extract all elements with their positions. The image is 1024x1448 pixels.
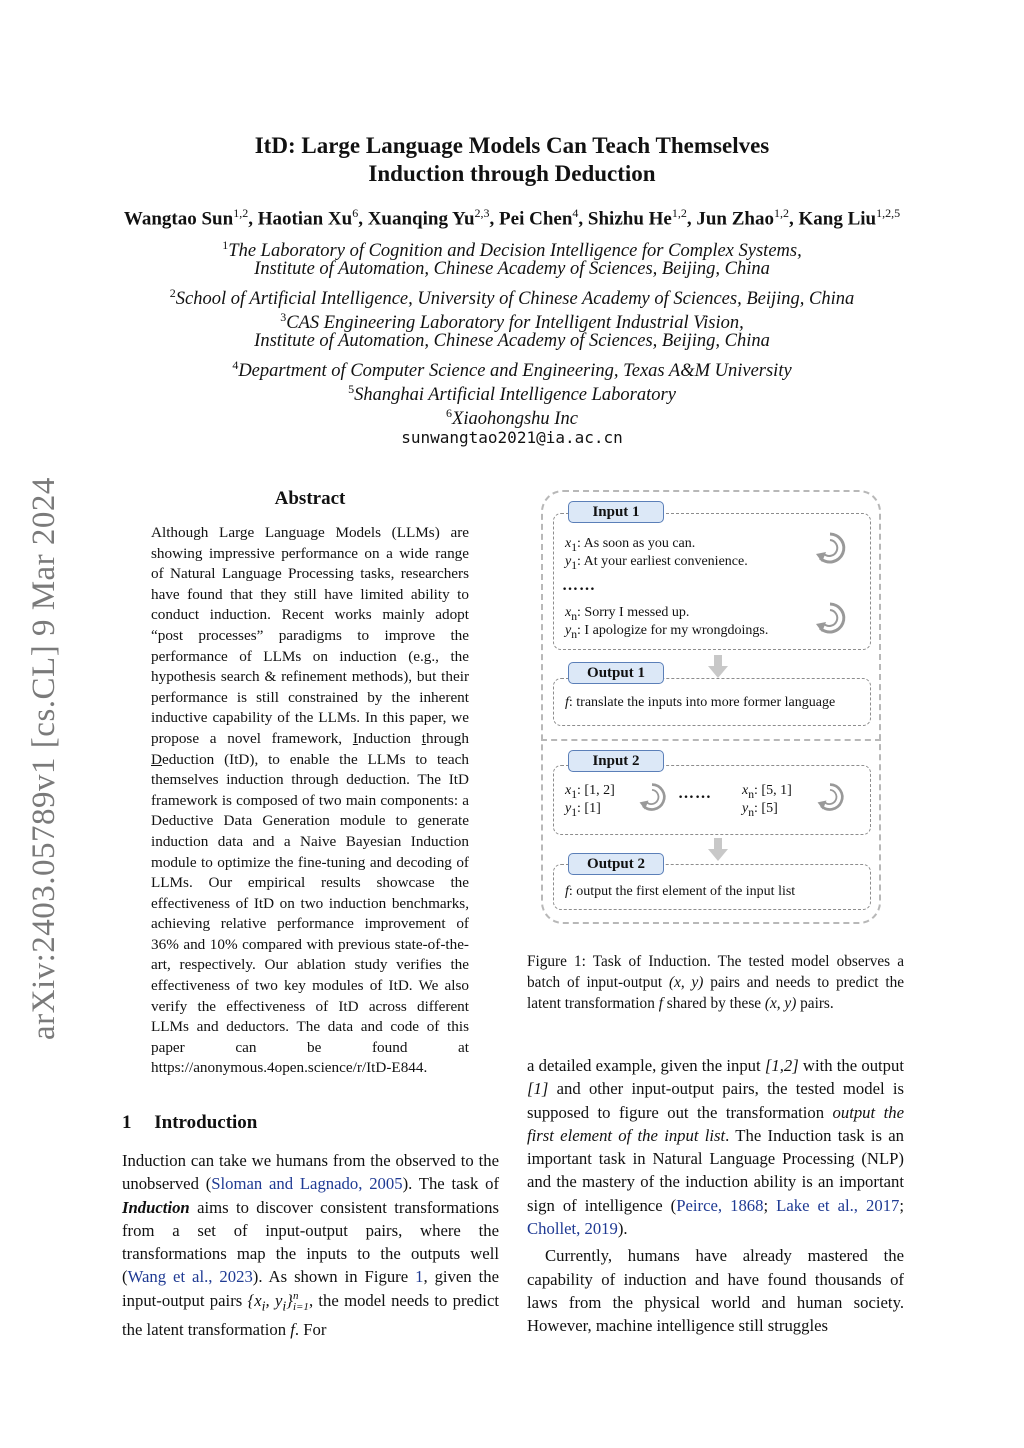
body-text: and other input-output pairs, the tested model is supposed to figure out the transformation (527, 1079, 904, 1122)
section-title: Introduction (154, 1112, 258, 1133)
math-sub: n (571, 609, 578, 623)
author-name: Jun Zhao (696, 208, 774, 230)
citation-sep: , (576, 1219, 585, 1239)
transform-arrow-icon (636, 781, 668, 813)
author-affil-sup: 4 (572, 206, 579, 220)
math-var: x (742, 783, 749, 798)
citation-author: Sloman and Lagnado (211, 1174, 359, 1194)
affiliation-sup: 5 (348, 382, 355, 396)
figure-1-caption (527, 952, 904, 1014)
abstract-body (151, 523, 469, 1079)
fig-text: : [1, 2] (577, 783, 615, 798)
author-name: Shizhu He (587, 208, 672, 230)
example-output: [1] (527, 1079, 549, 1099)
paper-title-line-1: ItD: Large Language Models Can Teach Themselves (254, 133, 770, 158)
intro-text: , the model needs to predict the latent transformation (122, 1290, 499, 1340)
affiliation-sup: 1 (222, 238, 229, 252)
math-text: } (286, 1290, 293, 1310)
caption-text: pairs and needs to predict the latent transformation (527, 973, 905, 1012)
example-transform: output the first element of the input list (527, 1102, 904, 1145)
math-var: f (290, 1320, 295, 1340)
underlined-initial: t (421, 729, 426, 747)
math-var: y (565, 801, 572, 816)
abstract-text: hrough (425, 729, 469, 747)
introduction-paragraph (122, 1149, 499, 1342)
abstract-text: Although Large Language Models (LLMs) are showing impressive performance on a wide range of Natural Language Processing tasks, researchers have found that they still have limited ability to conduct induction. Recent works mainly adopt “post processes” paradigms to improve the performance of LLMs on induction (e.g., the hypothesis search & refinement methods), but their performance is still constrained by the inherent inductive capability of the LLMs. In this paper, we propose a novel framework, (151, 524, 469, 747)
body-text: . The Induction task is an important task in Natural Language Processing (NLP) and the mastery of the induction ability is an important sign of intelligence ( (527, 1125, 905, 1215)
affiliation-text: CAS Engineering Laboratory for Intelligent Industrial Vision, (286, 313, 744, 334)
affiliation-sup: 2 (169, 286, 176, 300)
arxiv-sidebar-stamp: arXiv:2403.05789v1 [cs.CL] 9 Mar 2024 (26, 477, 62, 1040)
yn-line (565, 623, 768, 641)
math-var: x (565, 605, 572, 620)
math-pair: (x, y) (764, 994, 797, 1012)
abstract-heading: Abstract (274, 488, 346, 509)
author-affil-sup: 1,2 (671, 206, 687, 220)
affiliation-line (0, 329, 1024, 353)
intro-text: ). As shown in Figure (252, 1267, 416, 1287)
body-text: with the output (798, 1056, 905, 1075)
right-column-body (527, 1054, 904, 1338)
output-2-label: Output 2 (568, 853, 664, 875)
author-affil-sup: 2,3 (474, 206, 490, 220)
fig-text: : At your earliest convenience. (577, 554, 748, 569)
affiliation-text: The Laboratory of Cognition and Decision Intelligence for Complex Systems, (228, 241, 802, 262)
section-heading-introduction (122, 1112, 257, 1134)
citation-year: 2019 (584, 1219, 618, 1239)
math-var: y (742, 801, 749, 816)
author-name: Wangtao Sun (123, 208, 234, 230)
math-sub: 1 (571, 787, 578, 801)
affiliation-sup: 6 (446, 406, 453, 420)
fig-text: : [5, 1] (754, 783, 792, 798)
fig-text: : Sorry I messed up. (577, 605, 690, 620)
affiliation-text: Shanghai Artificial Intelligence Laboratory (354, 385, 676, 406)
f1-line (565, 695, 835, 711)
caption-text: Figure 1: Task of Induction. The tested model observes a batch of input-output (527, 953, 904, 991)
math-var: f (658, 994, 663, 1012)
author-name: Haotian Xu (257, 208, 353, 230)
emphasis-term: Induction (122, 1197, 190, 1217)
body-text: a detailed example, given the input (527, 1056, 765, 1075)
intro-text: . For (294, 1320, 327, 1340)
input-1-label: Input 1 (568, 501, 664, 523)
citation-separator: ; (763, 1195, 777, 1215)
transform-arrow-icon (812, 530, 848, 566)
author-affil-sup: 1,2 (773, 206, 789, 220)
affiliation-sup: 3 (280, 310, 287, 324)
affiliation-line (0, 257, 1024, 281)
caption-text: pairs. (796, 994, 834, 1012)
ellipsis: …… (678, 785, 712, 802)
math-sub: 1 (571, 558, 578, 572)
math-sub: n (571, 627, 578, 641)
abstract-text: eduction (161, 750, 215, 768)
contact-email: sunwangtao2021@ia.ac.cn (401, 428, 623, 447)
paper-title-line-2: Induction through Deduction (368, 161, 656, 186)
figure-1-divider (541, 739, 881, 741)
math-text: , y (265, 1290, 283, 1310)
affiliation-text: Xiaohongshu Inc (452, 409, 578, 430)
math-var: x (565, 536, 572, 551)
citation-link[interactable] (128, 1267, 253, 1286)
author-affil-sup: 6 (352, 206, 359, 220)
intro-text: aims to discover consistent transformations from a set of input-output pairs, where the transformations map the inputs to the outputs well ( (122, 1197, 499, 1287)
ellipsis: …… (562, 577, 596, 594)
affiliation-line (0, 401, 1024, 431)
citation-sep: , (853, 1195, 866, 1215)
math-var: f (565, 695, 569, 710)
author-name: Xuanqing Yu (367, 208, 475, 230)
x1-line (565, 536, 695, 554)
intro-text: Induction can take we humans from the observed to the unobserved ( (122, 1151, 499, 1194)
citation-year: 2017 (866, 1195, 900, 1215)
citation-link[interactable] (211, 1174, 402, 1193)
transform-arrow-icon (814, 781, 846, 813)
author-name: Pei Chen (499, 208, 573, 230)
fig-text: : output the first element of the input list (568, 884, 796, 899)
input-2-label: Input 2 (568, 750, 664, 772)
right-paragraph-1 (527, 1054, 904, 1240)
down-arrow-icon (708, 838, 728, 862)
math-var: f (565, 884, 569, 899)
transform-arrow-icon (812, 600, 848, 636)
underlined-initial: D (151, 750, 162, 768)
y1-line (565, 554, 748, 572)
xn-list-line (742, 783, 792, 801)
down-arrow-icon (708, 655, 728, 679)
math-sub: 1 (571, 540, 578, 554)
author-affil-sup: 1,2,5 (876, 206, 901, 220)
citation-separator: ; (899, 1195, 905, 1215)
fig-text: : [1] (577, 801, 601, 816)
author-affil-sup: 1,2 (233, 206, 249, 220)
math-var: x (565, 783, 572, 798)
xn-line (565, 605, 689, 623)
fig-text: : translate the inputs into more former language (568, 695, 836, 710)
math-sub: n (748, 787, 755, 801)
citation-year: 2023 (219, 1267, 253, 1287)
x1-list-line (565, 783, 615, 801)
output-1-label: Output 1 (568, 662, 664, 684)
citation-sep: , (358, 1174, 370, 1194)
caption-text: shared by these (662, 994, 765, 1012)
citation-author: Chollet (527, 1219, 577, 1239)
citation-link[interactable] (676, 1196, 763, 1215)
math-sub: i=1 (292, 1300, 309, 1313)
citation-sep: , (208, 1267, 220, 1287)
f2-line (565, 884, 795, 900)
affiliation-text: Institute of Automation, Chinese Academy of Sciences, Beijing, China (254, 259, 770, 279)
fig-text: : [5] (754, 801, 778, 816)
citation-year: 2005 (369, 1174, 403, 1194)
abstract-text: (ItD), to enable the LLMs to teach themselves induction through deduction. The ItD framework is composed of two main components: a Deductive Data Generation module to generate induction data and a Naive Bayesian Induction module to optimize the fine-tuning and decoding of LLMs. Our empirical results showcase the effectiveness of ItD on two induction benchmarks, achieving relative performance improvement of 36% and 10% compared with previous state-of-the-art, respectively. Our ablation study verifies the effectiveness of two key modules of ItD. We also verify the effectiveness of ItD across different LLMs and deductors. The data and code of this paper can be found at https://anonymous.4open.science/r/ItD-E844. (151, 750, 469, 1077)
math-pair: (x, y) (668, 973, 704, 991)
citation-link[interactable] (776, 1196, 899, 1215)
citation-year: 1868 (730, 1195, 764, 1215)
citation-author: Peirce (676, 1195, 718, 1215)
body-text: ). (617, 1219, 628, 1239)
citation-author: Wang et al. (127, 1267, 209, 1287)
intro-text: , given the input-output pairs (122, 1267, 500, 1310)
math-var: y (565, 623, 572, 638)
right-paragraph-2: Currently, humans have already mastered the capability of induction and have found thousands of laws from the physical world and human society. However, machine intelligence still struggles (527, 1246, 904, 1336)
math-sub: i (261, 1299, 266, 1315)
affiliation-text: Department of Computer Science and Engineering, Texas A&M University (238, 361, 792, 382)
math-text: {x (247, 1290, 262, 1310)
section-number: 1 (122, 1112, 132, 1133)
math-var: y (565, 554, 572, 569)
fig-text: : As soon as you can. (577, 536, 696, 551)
math-sub: n (748, 805, 755, 819)
affiliation-sup: 4 (232, 358, 239, 372)
math-sup: n (292, 1289, 299, 1302)
author-name: Kang Liu (798, 208, 877, 230)
author-list: Wangtao Sun$^{1,2}$, Haotian Xu$^6$, Xuanqing Yu$^{2,3}$, Pei Chen$^4$, Shizhu He$^{1,2}$, Jun Zhao$^{1,2}$, Kang Liu$^{1,2,5}$ (123, 206, 901, 230)
figure-reference-link[interactable]: 1 (415, 1267, 424, 1287)
citation-link[interactable] (527, 1219, 618, 1238)
affiliation-text: School of Artificial Intelligence, University of Chinese Academy of Sciences, Beijing, China (175, 289, 855, 310)
abstract-text: nduction (357, 729, 422, 747)
affiliation-text: Institute of Automation, Chinese Academy of Sciences, Beijing, China (254, 331, 770, 351)
intro-text: ). The task of (402, 1174, 500, 1194)
citation-author: Lake et al. (776, 1195, 854, 1215)
math-set (247, 1289, 309, 1315)
example-input: [1,2] (764, 1056, 799, 1075)
underlined-initial: I (352, 729, 358, 747)
y1-list-line (565, 801, 601, 819)
yn-list-line (742, 801, 778, 819)
math-sub: 1 (571, 805, 578, 819)
math-sub: i (282, 1299, 287, 1315)
fig-text: : I apologize for my wrongdoings. (577, 623, 769, 638)
citation-sep: , (717, 1195, 731, 1215)
